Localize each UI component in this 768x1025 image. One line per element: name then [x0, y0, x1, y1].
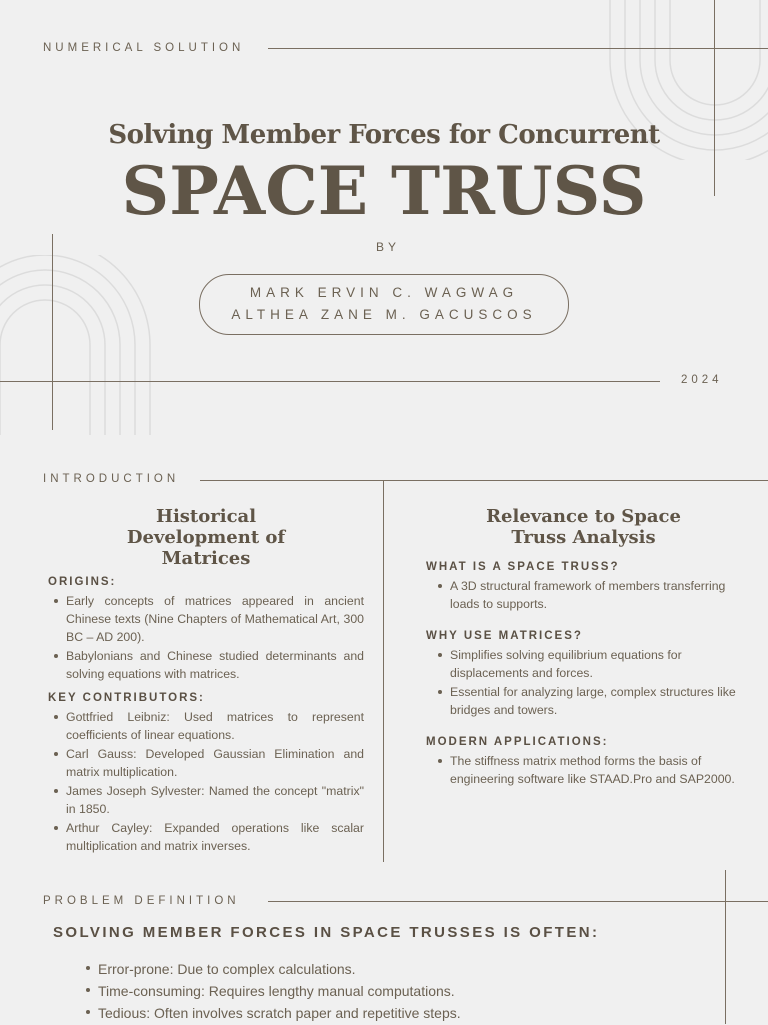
introduction-rule	[200, 480, 768, 481]
numerical-solution-kicker: NUMERICAL SOLUTION	[43, 42, 245, 54]
list-item: Early concepts of matrices appeared in ancient Chinese texts (Nine Chapters of Mathematical Art, 300 BC – AD 200).	[66, 594, 364, 644]
modern-label: MODERN APPLICATIONS:	[426, 736, 609, 748]
introduction-kicker: INTRODUCTION	[43, 473, 180, 485]
problem-heading: SOLVING MEMBER FORCES IN SPACE TRUSSES IS OFTEN:	[53, 924, 600, 941]
header-rule	[268, 48, 768, 49]
list-item: Arthur Cayley: Expanded operations like scalar multiplication and matrix inverses.	[66, 821, 364, 853]
list-item: Gottfried Leibniz: Used matrices to represent coefficients of linear equations.	[66, 710, 364, 742]
list-item: A 3D structural framework of members transferring loads to supports.	[450, 577, 741, 613]
origins-label: ORIGINS:	[48, 576, 117, 588]
list-item: Essential for analyzing large, complex structures like bridges and towers.	[450, 683, 741, 719]
problem-list	[80, 959, 461, 1025]
list-item: Babylonians and Chinese studied determinants and solving equations with matrices.	[66, 649, 364, 681]
problem-kicker: PROBLEM DEFINITION	[43, 895, 240, 907]
problem-vertical-rule	[725, 870, 726, 1024]
contributors-list	[48, 708, 364, 855]
list-item: James Joseph Sylvester: Named the concept "matrix" in 1850.	[66, 784, 364, 816]
year-rule	[0, 381, 660, 382]
historical-heading: Historical Development of Matrices	[126, 506, 286, 569]
year-label: 2024	[681, 374, 723, 386]
poster-subtitle: Solving Member Forces for Concurrent	[108, 120, 660, 150]
intro-right-column	[426, 506, 741, 789]
what-label: WHAT IS A SPACE TRUSS?	[426, 561, 620, 573]
origins-list	[48, 592, 364, 683]
intro-left-column	[48, 506, 364, 856]
list-item: Tedious: Often involves scratch paper and repetitive steps.	[98, 1003, 461, 1024]
list-item: Error-prone: Due to complex calculations.	[98, 959, 461, 980]
list-item: Carl Gauss: Developed Gaussian Elimination and matrix multiplication.	[66, 747, 364, 779]
contributors-label: KEY CONTRIBUTORS:	[48, 692, 205, 704]
author-1: MARK ERVIN C. WAGWAG	[249, 285, 519, 300]
left-vertical-rule	[52, 234, 53, 430]
problem-rule	[268, 901, 768, 902]
list-item: Time-consuming: Requires lengthy manual computations.	[98, 981, 461, 1002]
list-item: Simplifies solving equilibrium equations for displacements and forces.	[450, 646, 741, 682]
arc-decoration-left	[0, 255, 170, 435]
by-label: BY	[375, 240, 400, 254]
list-item: The stiffness matrix method forms the basis of engineering software like STAAD.Pro and SAP2000.	[450, 752, 741, 788]
what-list	[426, 577, 741, 613]
why-label: WHY USE MATRICES?	[426, 630, 583, 642]
authors-box	[199, 274, 569, 335]
author-2: ALTHEA ZANE M. GACUSCOS	[231, 307, 537, 322]
modern-list	[426, 752, 741, 788]
why-list	[426, 646, 741, 719]
poster-title: SPACE TRUSS	[121, 152, 647, 230]
relevance-heading: Relevance to Space Truss Analysis	[486, 506, 681, 548]
column-divider	[383, 480, 384, 862]
